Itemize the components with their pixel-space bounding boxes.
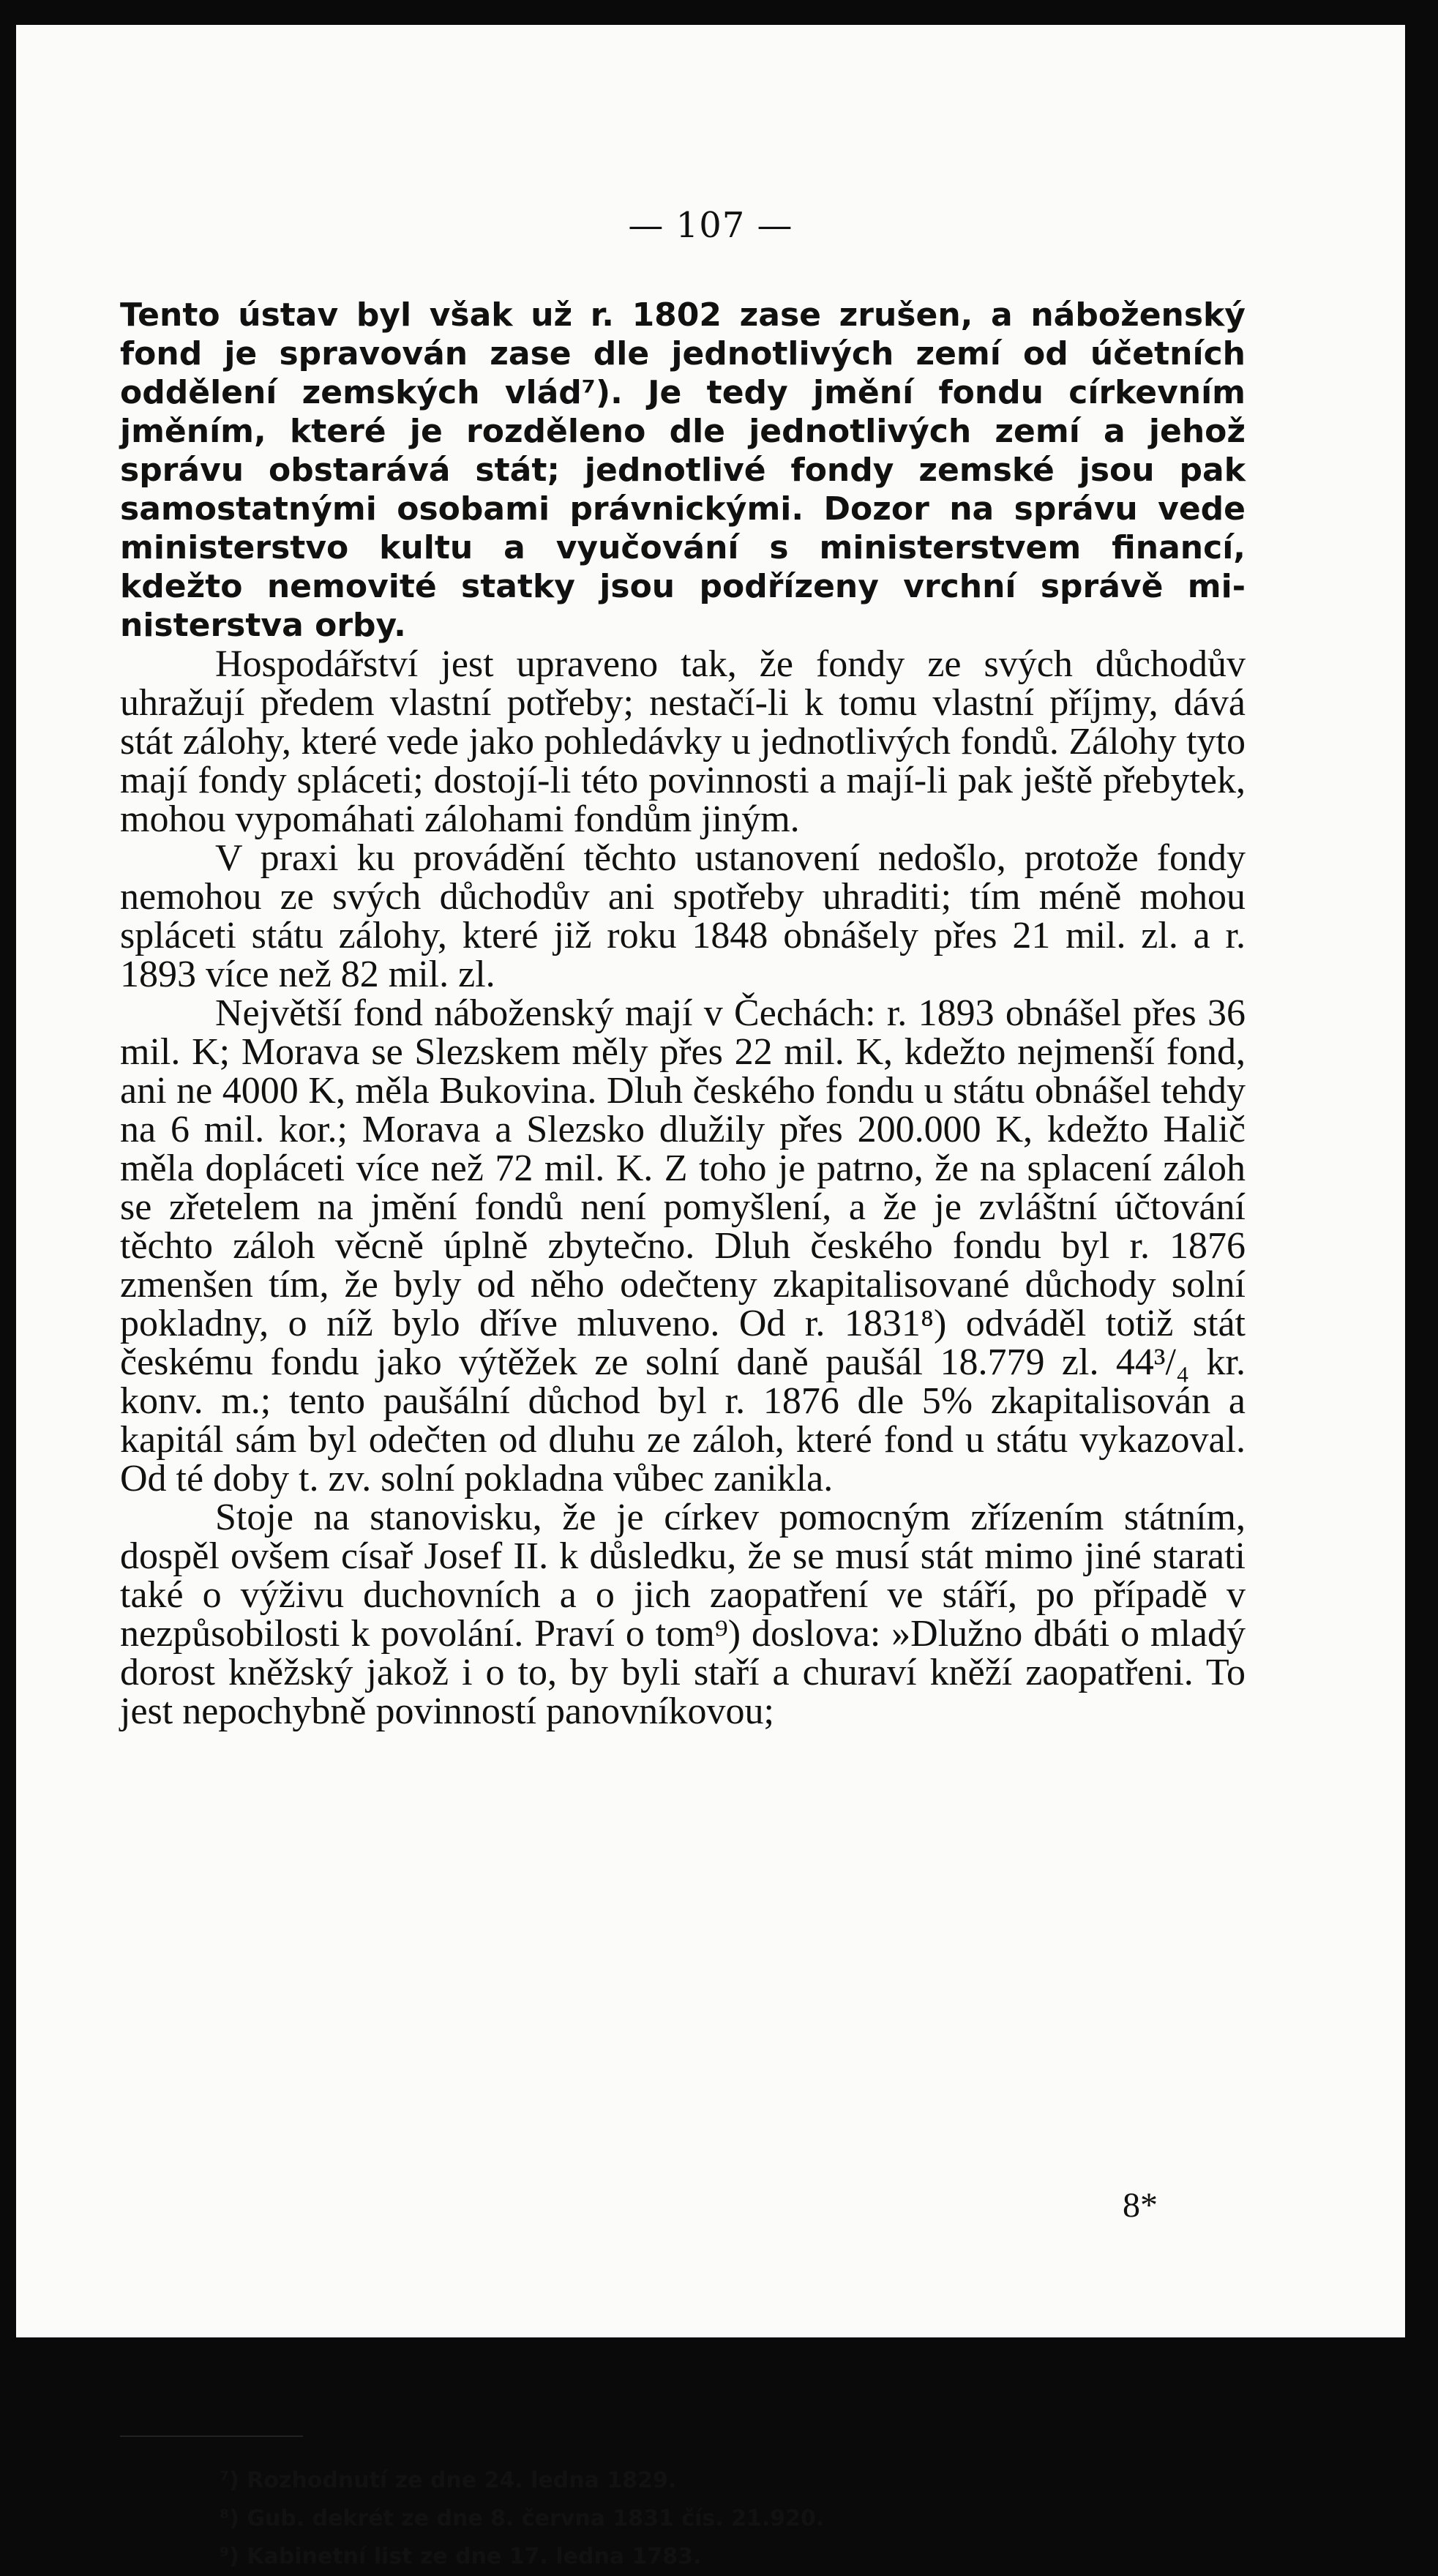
footnote-9 bbox=[220, 2538, 1098, 2576]
footnote-mark: ⁷) bbox=[220, 2468, 239, 2493]
paragraph-5: Stoje na stanovisku, že je církev pomocným zřízením státním, dospěl ovšem císař Josef II. k důsledku, že se musí stát mimo jiné starati také o výživu duchovních a o jich zaopatření ve stáří, po případě v nezpůsobilosti k povolání. Praví o tom⁹) doslova: »Dlužno dbáti o mladý dorost kněžský jakož i o to, by byli staří a churaví kněží zaopatřeni. To jest nepochybně povinností panovníkovou; bbox=[120, 1497, 1246, 1732]
page-number: — 107 — bbox=[628, 205, 793, 246]
footnotes bbox=[220, 2462, 1098, 2576]
paragraph-2: Hospodářství jest upraveno tak, že fondy ze svých důchodův uhražují předem vlastní potřeby; nestačí-li k tomu vlastní příjmy, dává stát zálohy, které vede jako pohledávky u jednotlivých fondů. Zálohy tyto mají fondy spláceti; dostojí-li této povinnosti a mají-li pak ještě přebytek, mohou vypomáhati zálohami fondům jiným. bbox=[120, 643, 1246, 840]
paragraph-1: Tento ústav byl však už r. 1802 zase zrušen, a náboženský fond je spravován zase dle jednotlivých zemí od účetních oddělení zemských vlád⁷). Je tedy jmění fondu církevním jměním, které je rozděleno dle jednotlivých zemí a jehož správu obstarává stát; jednotlivé fondy zemské jsou pak samostatnými osobami právnickými. Dozor na správu vede ministerstvo kultu a vyučování s ministerstvem financí, kdežto nemovité statky jsou podřízeny vrchní správě ministerstva orby. bbox=[120, 296, 1246, 644]
footnote-text: Kabinetní list ze dne 17. ledna 1783. bbox=[247, 2544, 702, 2569]
book-page bbox=[16, 25, 1405, 2337]
footnote-8 bbox=[220, 2500, 1098, 2538]
main-text bbox=[120, 296, 1246, 1731]
footnote-7 bbox=[220, 2462, 1098, 2500]
footnote-rule bbox=[120, 2435, 303, 2437]
signature-mark: 8* bbox=[1123, 2186, 1158, 2225]
footnote-text: Rozhodnutí ze dne 24. ledna 1829. bbox=[247, 2468, 677, 2493]
footnote-text: Gub. dekrét ze dne 8. června 1831 čís. 21.920. bbox=[247, 2506, 825, 2531]
footnote-mark: ⁸) bbox=[220, 2506, 239, 2531]
footnote-mark: ⁹) bbox=[220, 2544, 239, 2569]
paragraph-4: Největší fond náboženský mají v Čechách: r. 1893 obnášel přes 36 mil. K; Morava se Slezskem měly přes 22 mil. K, kdežto nejmenší fond, ani ne 4000 K, měla Bukovina. Dluh českého fondu u státu obnášel tehdy na 6 mil. kor.; Morava a Slezsko dlužily přes 200.000 K, kdežto Halič měla dopláceti více než 72 mil. K. Z toho je patrno, že na splacení záloh se zřetelem na jmění fondů není pomyšlení, a že je zvláštní účtování těchto záloh věcně úplně zbytečno. Dluh českého fondu byl r. 1876 zmenšen tím, že byly od něho odečteny zkapitalisované důchody solní pokladny, o níž bylo dříve mluveno. Od r. 1831⁸) odváděl totiž stát českému fondu jako výtěžek ze solní daně paušál 18.779 zl. 44³/₄ kr. konv. m.; tento paušální důchod byl r. 1876 dle 5% zkapitalisován a kapitál sám byl odečten od dluhu ze záloh, které fond u státu vykazoval. Od té doby t. zv. solní pokladna vůbec zanikla. bbox=[120, 992, 1246, 1499]
paragraph-3: V praxi ku provádění těchto ustanovení nedošlo, protože fondy nemohou ze svých důchodův ani spotřeby uhraditi; tím méně mohou spláceti státu zálohy, které již roku 1848 obnášely přes 21 mil. zl. a r. 1893 více než 82 mil. zl. bbox=[120, 837, 1246, 995]
